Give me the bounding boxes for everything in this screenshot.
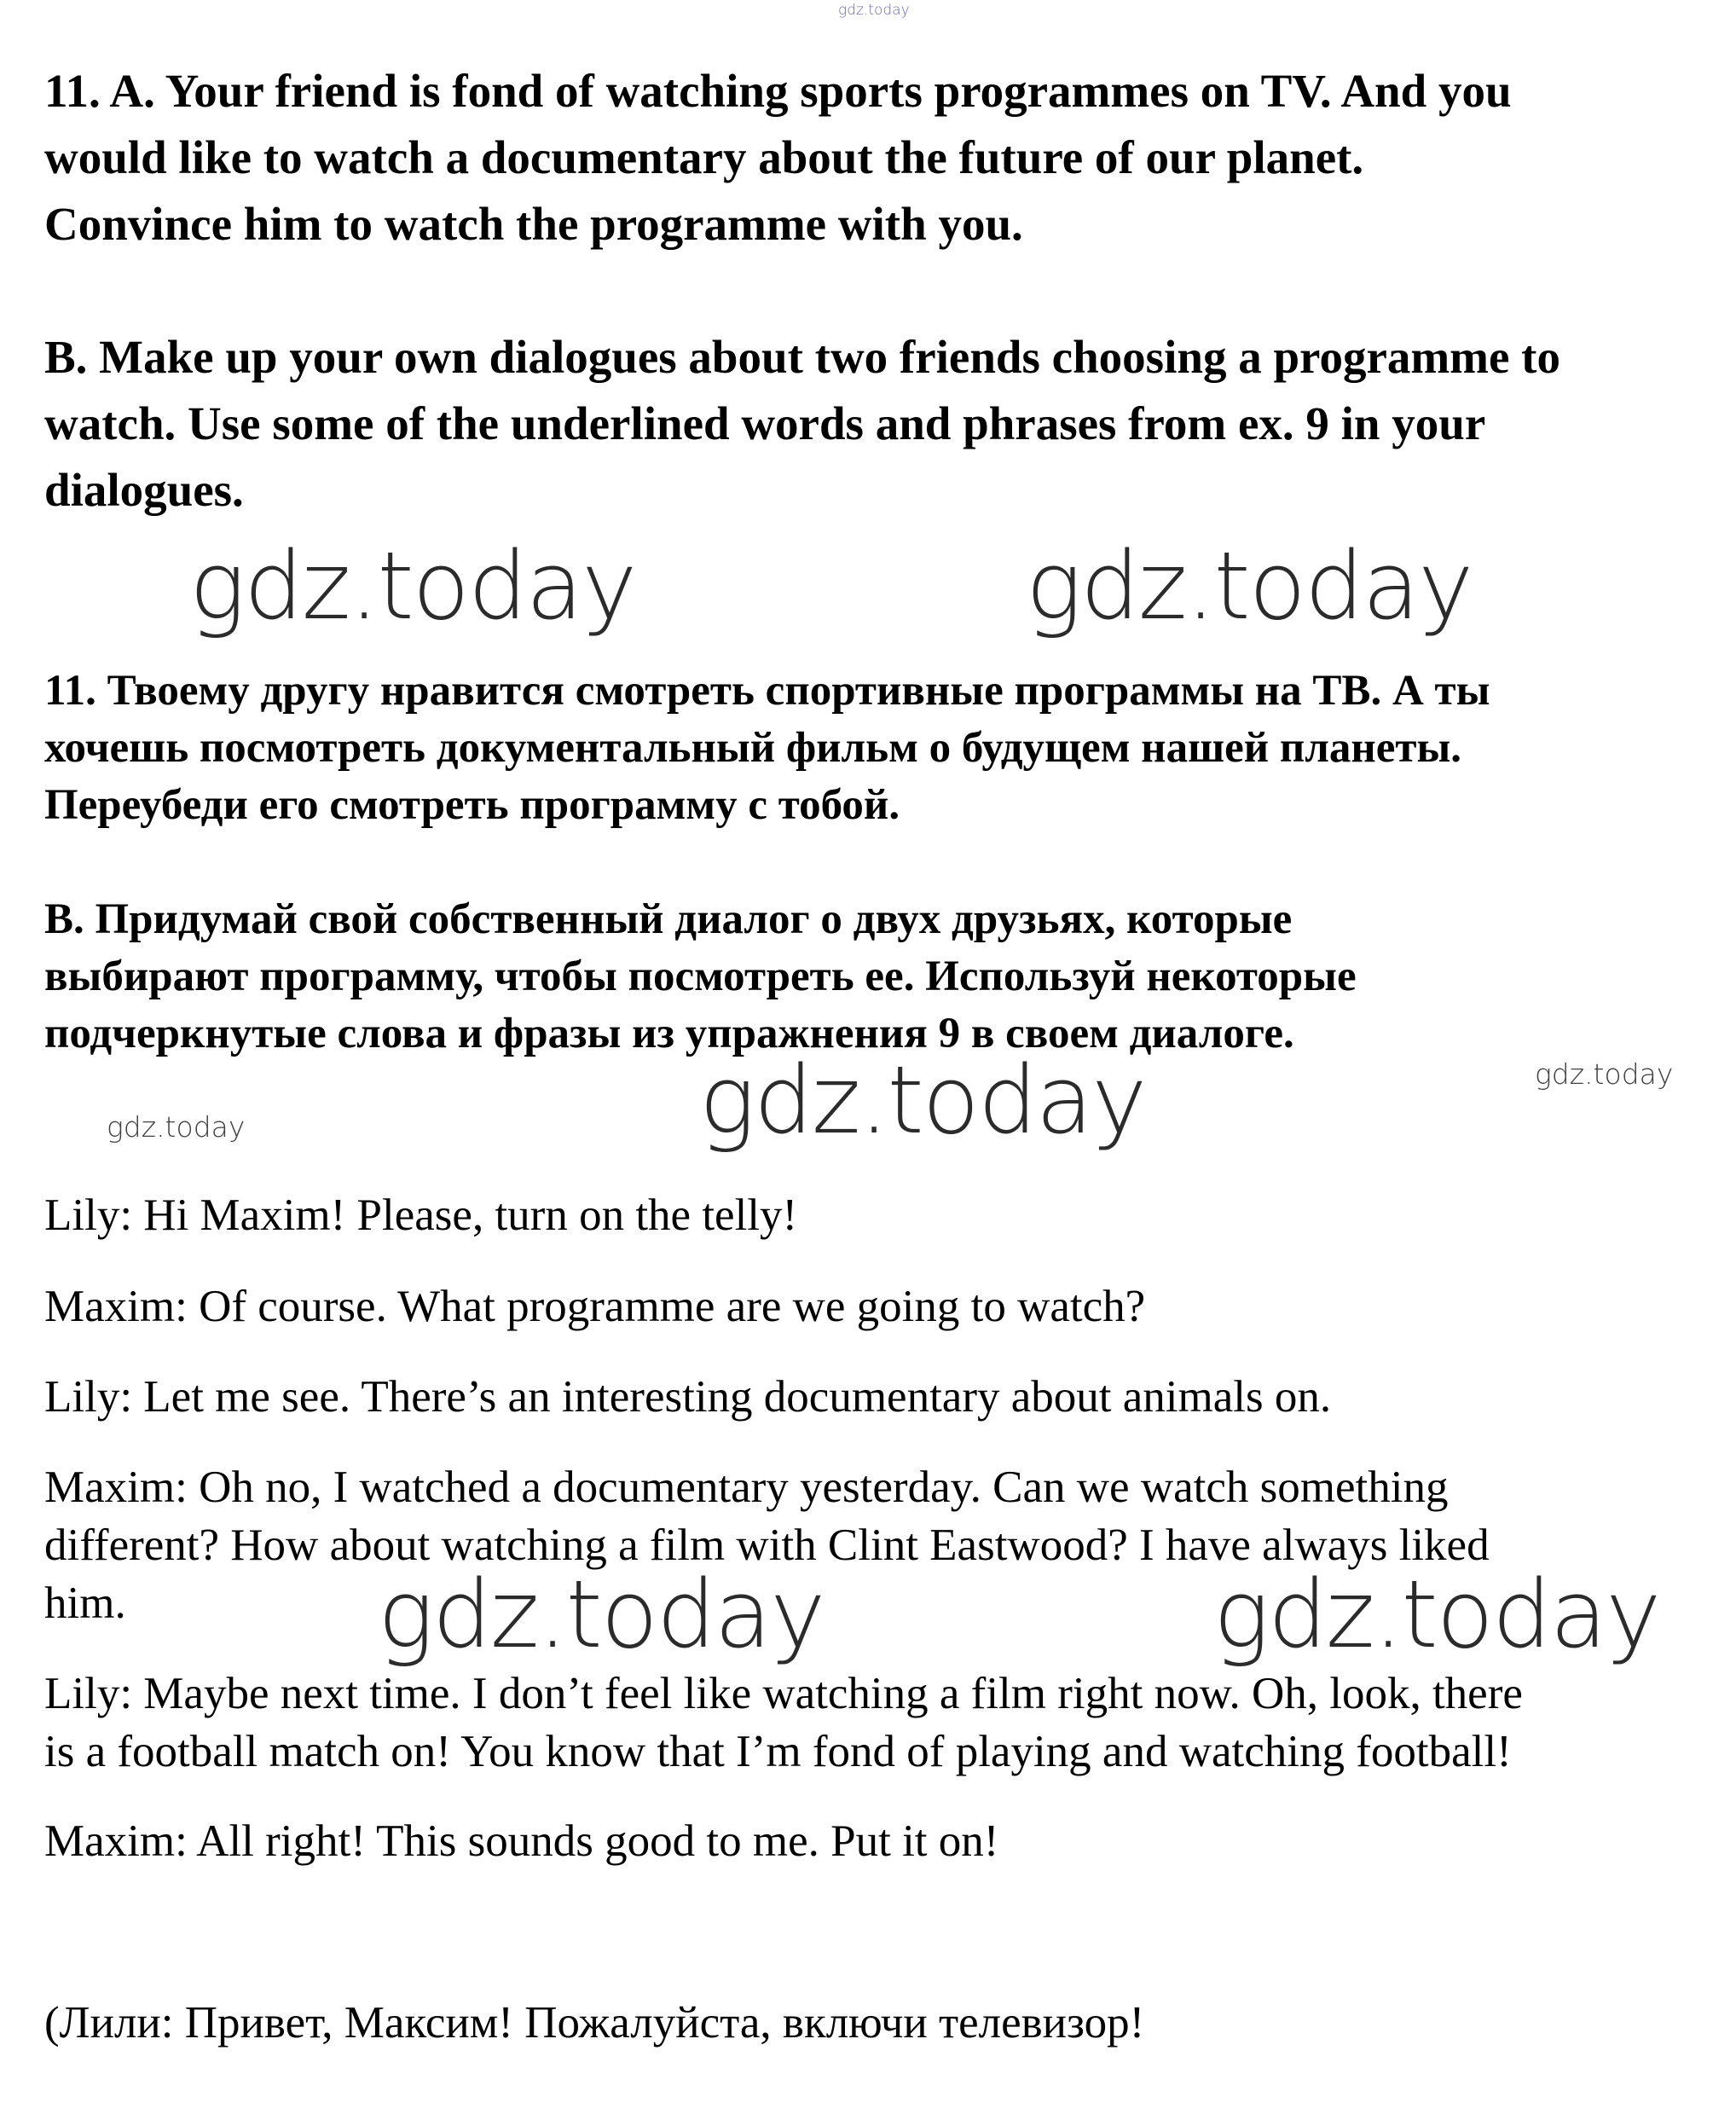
- dialogue-line-3-text: Lily: Let me see. There’s an interesting documentary about animals on.: [44, 1372, 1332, 1422]
- dialogue-line-3: [44, 1368, 1716, 1426]
- task-ru-b-line-2: выбирают программу, чтобы посмотреть ее. Используй некоторые: [44, 953, 1357, 1000]
- dialogue-line-1-text: Lily: Hi Maxim! Please, turn on the telly!: [44, 1190, 798, 1240]
- dialogue-line-4-part-3: him.: [44, 1578, 126, 1628]
- watermark-big-4: gdz.today: [378, 1560, 825, 1669]
- translation-line-1-text: (Лили: Привет, Максим! Пожалуйста, включи телевизор!: [44, 1998, 1145, 2048]
- dialogue-line-6-text: Maxim: All right! This sounds good to me. Put it on!: [44, 1816, 999, 1866]
- task-en: [44, 58, 1716, 524]
- dialogue-line-4-part-1: Maxim: Oh no, I watched a documentary yesterday. Can we watch something: [44, 1463, 1449, 1512]
- dialogue-line-5: [44, 1665, 1716, 1781]
- watermark-big-1: gdz.today: [189, 531, 636, 640]
- task-en-b-line-1: B. Make up your own dialogues about two friends choosing a programme to: [44, 331, 1560, 383]
- task-en-a-line-1: 11. A. Your friend is fond of watching sports programmes on TV. And you: [44, 65, 1512, 117]
- task-ru-a-line-2: хочешь посмотреть документальный фильм о будущем нашей планеты.: [44, 724, 1462, 772]
- task-ru-b-line-3: подчеркнутые слова и фразы из упражнения 9 в своем диалоге.: [44, 1010, 1294, 1057]
- watermark-small-2: gdz.today: [107, 1110, 246, 1144]
- task-en-b-line-2: watch. Use some of the underlined words and phrases from ex. 9 in your: [44, 397, 1486, 449]
- dialogue-line-5-part-2: is a football match on! You know that I’m fond of playing and watching football!: [44, 1727, 1512, 1776]
- watermark-big-3: gdz.today: [699, 1046, 1146, 1155]
- dialogue-line-4-part-2: different? How about watching a film with Clint Eastwood? I have always liked: [44, 1520, 1490, 1570]
- task-en-a-line-2: would like to watch a documentary about the future of our planet.: [44, 131, 1364, 183]
- translation-line-1: [44, 1994, 1716, 2052]
- watermark-top: gdz.today: [838, 2, 910, 19]
- dialogue-line-1: [44, 1186, 1716, 1244]
- task-en-a-line-3: Convince him to watch the programme with you.: [44, 198, 1023, 250]
- watermark-big-2: gdz.today: [1026, 531, 1473, 640]
- task-ru-a-line-3: Переубеди его смотреть программу с тобой.: [44, 781, 900, 829]
- task-ru: [44, 663, 1716, 1063]
- dialogue-line-4: [44, 1458, 1716, 1632]
- dialogue-line-2: [44, 1277, 1716, 1335]
- dialogue-line-2-text: Maxim: Of course. What programme are we going to watch?: [44, 1282, 1146, 1331]
- watermark-small-1: gdz.today: [1535, 1057, 1674, 1091]
- task-ru-b-line-1: B. Придумай свой собственный диалог о двух друзьях, которые: [44, 895, 1293, 943]
- dialogue-line-6: [44, 1812, 1716, 1870]
- task-en-b-line-3: dialogues.: [44, 464, 244, 516]
- task-ru-a-line-1: 11. Твоему другу нравится смотреть спортивные программы на ТВ. А ты: [44, 667, 1490, 715]
- dialogue-line-5-part-1: Lily: Maybe next time. I don’t feel like watching a film right now. Oh, look, there: [44, 1669, 1523, 1718]
- watermark-big-5: gdz.today: [1213, 1560, 1660, 1669]
